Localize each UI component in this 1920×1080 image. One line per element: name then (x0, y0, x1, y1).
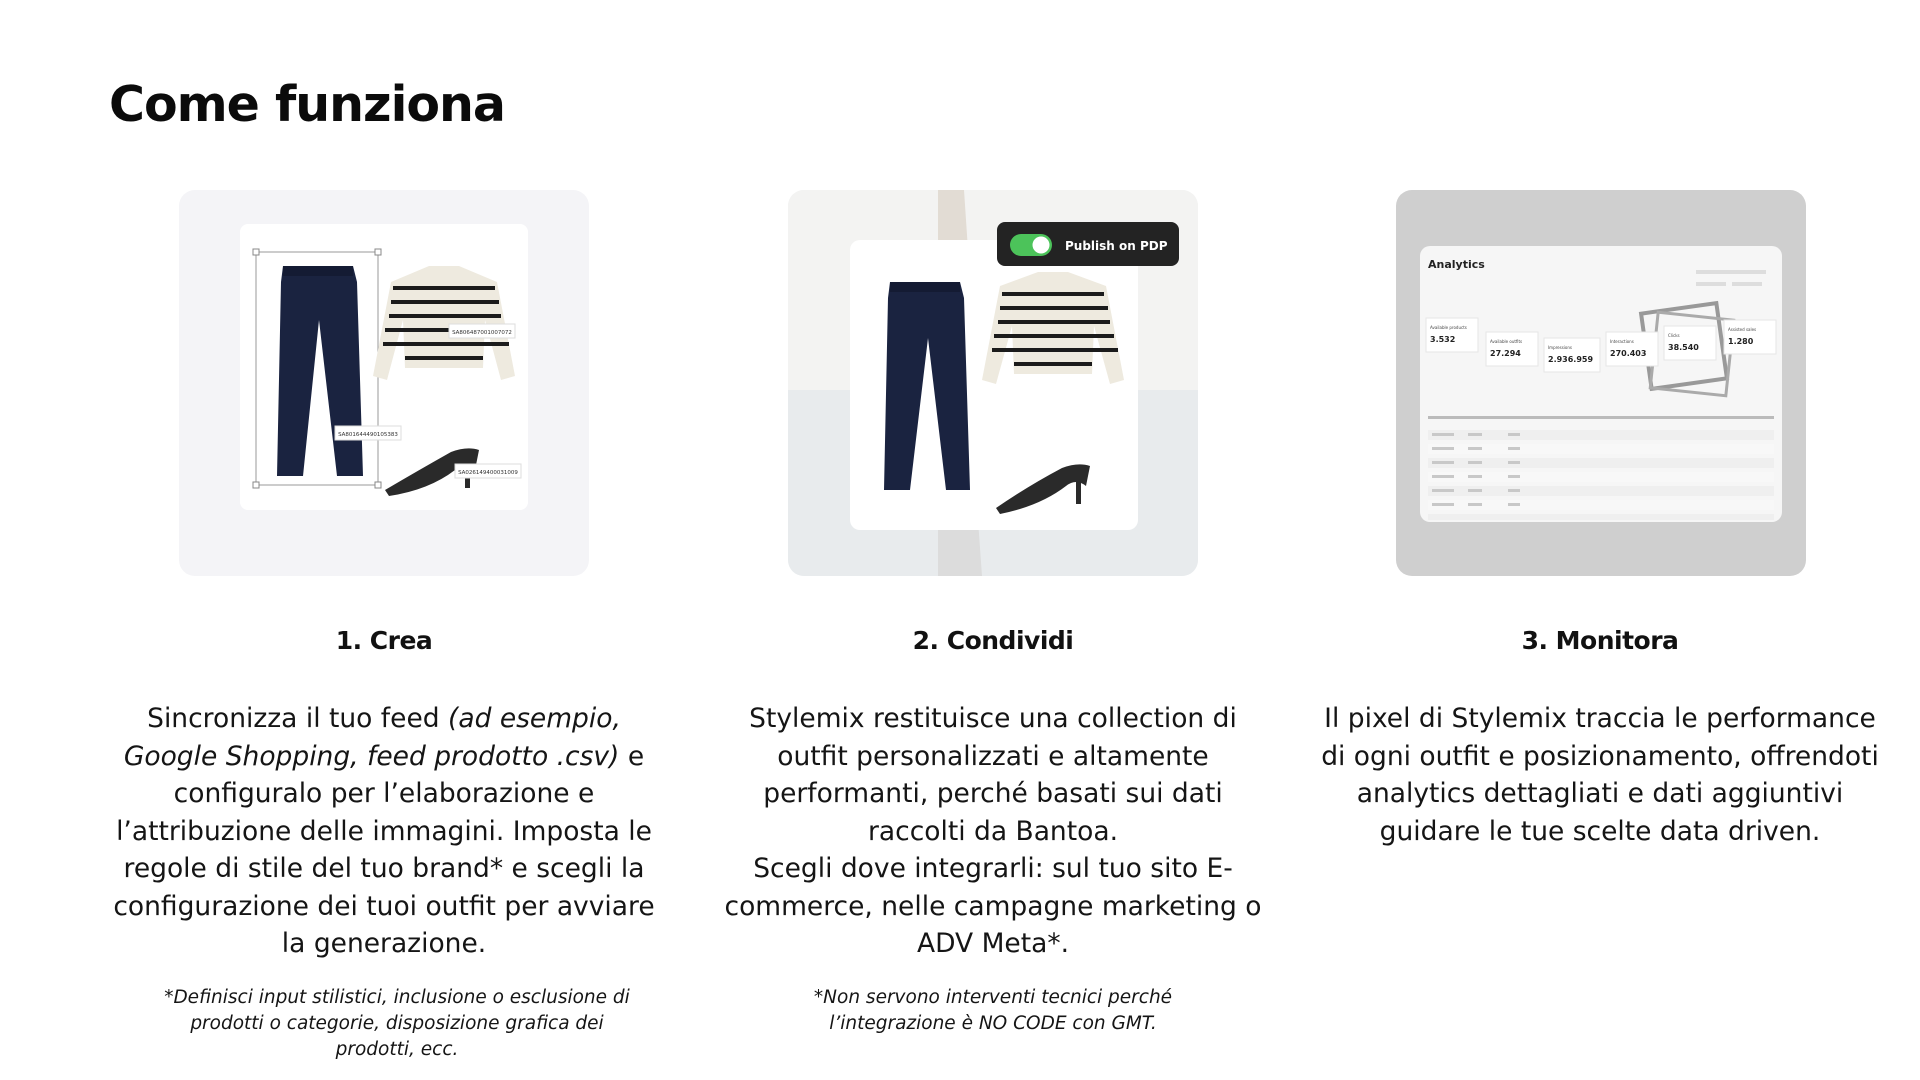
condividi-illustration-card (788, 190, 1198, 576)
sku-label-jeans: SA801644490105383 (338, 432, 398, 438)
condividi-illustration (788, 190, 1198, 576)
step-crea-body (104, 700, 664, 963)
metric-value-clicks: 38.540 (1668, 343, 1699, 352)
metric-value-available-outfits: 27.294 (1490, 349, 1521, 358)
step-crea-heading: 1. Crea (335, 626, 433, 655)
step-crea-body-italic: (ad esempio, Google Shopping, feed prodotto .csv) (123, 703, 621, 772)
analytics-title: Analytics (1428, 258, 1485, 271)
metric-value-assisted-sales: 1.280 (1728, 337, 1754, 346)
metric-label-available-products: Available products (1430, 325, 1467, 330)
metric-label-assisted-sales: Assisted sales (1728, 327, 1757, 332)
step-condividi-body-line1: Stylemix restituisce una collection di outfit personalizzati e altamente performanti, perché basati sui dati raccolti da Bantoa. (749, 703, 1237, 847)
page-title: Come funziona (109, 76, 505, 133)
metric-label-available-outfits: Available outfits (1490, 339, 1523, 344)
metric-value-impressions: 2.936.959 (1548, 355, 1594, 364)
step-monitora-body: Il pixel di Stylemix traccia le performance di ogni outfit e posizionamento, offrendoti analytics dettagliati e dati aggiuntivi guidare le tue scelte data driven. (1321, 703, 1879, 847)
sku-label-sweater: SA806487001007072 (452, 330, 512, 336)
monitora-illustration-card (1396, 190, 1806, 576)
step-crea-body-part1: Sincronizza il tuo feed (147, 703, 448, 734)
step-condividi-heading: 2. Condividi (912, 626, 1074, 655)
step-condividi-body-line2: Scegli dove integrarli: sul tuo sito E-commerce, nelle campagne marketing o ADV Meta*. (724, 853, 1262, 959)
crea-illustration (179, 190, 589, 576)
step-monitora-heading: 3. Monitora (1521, 626, 1679, 655)
analytics-table (1428, 416, 1774, 520)
step-crea-footnote: *Definisci input stilistici, inclusione o esclusione di prodotti o categorie, disposizione grafica dei prodotti, ecc. (164, 987, 630, 1060)
sku-label-shoe: SA026149400031009 (458, 470, 518, 476)
publish-on-pdp-label: Publish on PDP (1065, 239, 1168, 253)
step-condividi-body (713, 700, 1273, 963)
crea-illustration-card (179, 190, 589, 576)
metric-value-available-products: 3.532 (1430, 335, 1456, 344)
step-crea-body-part2: e configuralo per l’elaborazione e l’attribuzione delle immagini. Imposta le regole di stile del tuo brand* e scegli la configurazione dei tuoi outfit per avviare la generazione. (113, 740, 655, 959)
metric-value-interactions: 270.403 (1610, 349, 1647, 358)
step-condividi-footnote: *Non servono interventi tecnici perché l’integrazione è NO CODE con GMT. (813, 987, 1173, 1034)
metric-label-clicks: Clicks (1668, 333, 1680, 338)
metric-label-interactions: Interactions (1610, 339, 1634, 344)
monitora-illustration (1396, 190, 1806, 576)
metric-label-impressions: Impressions (1548, 345, 1572, 350)
